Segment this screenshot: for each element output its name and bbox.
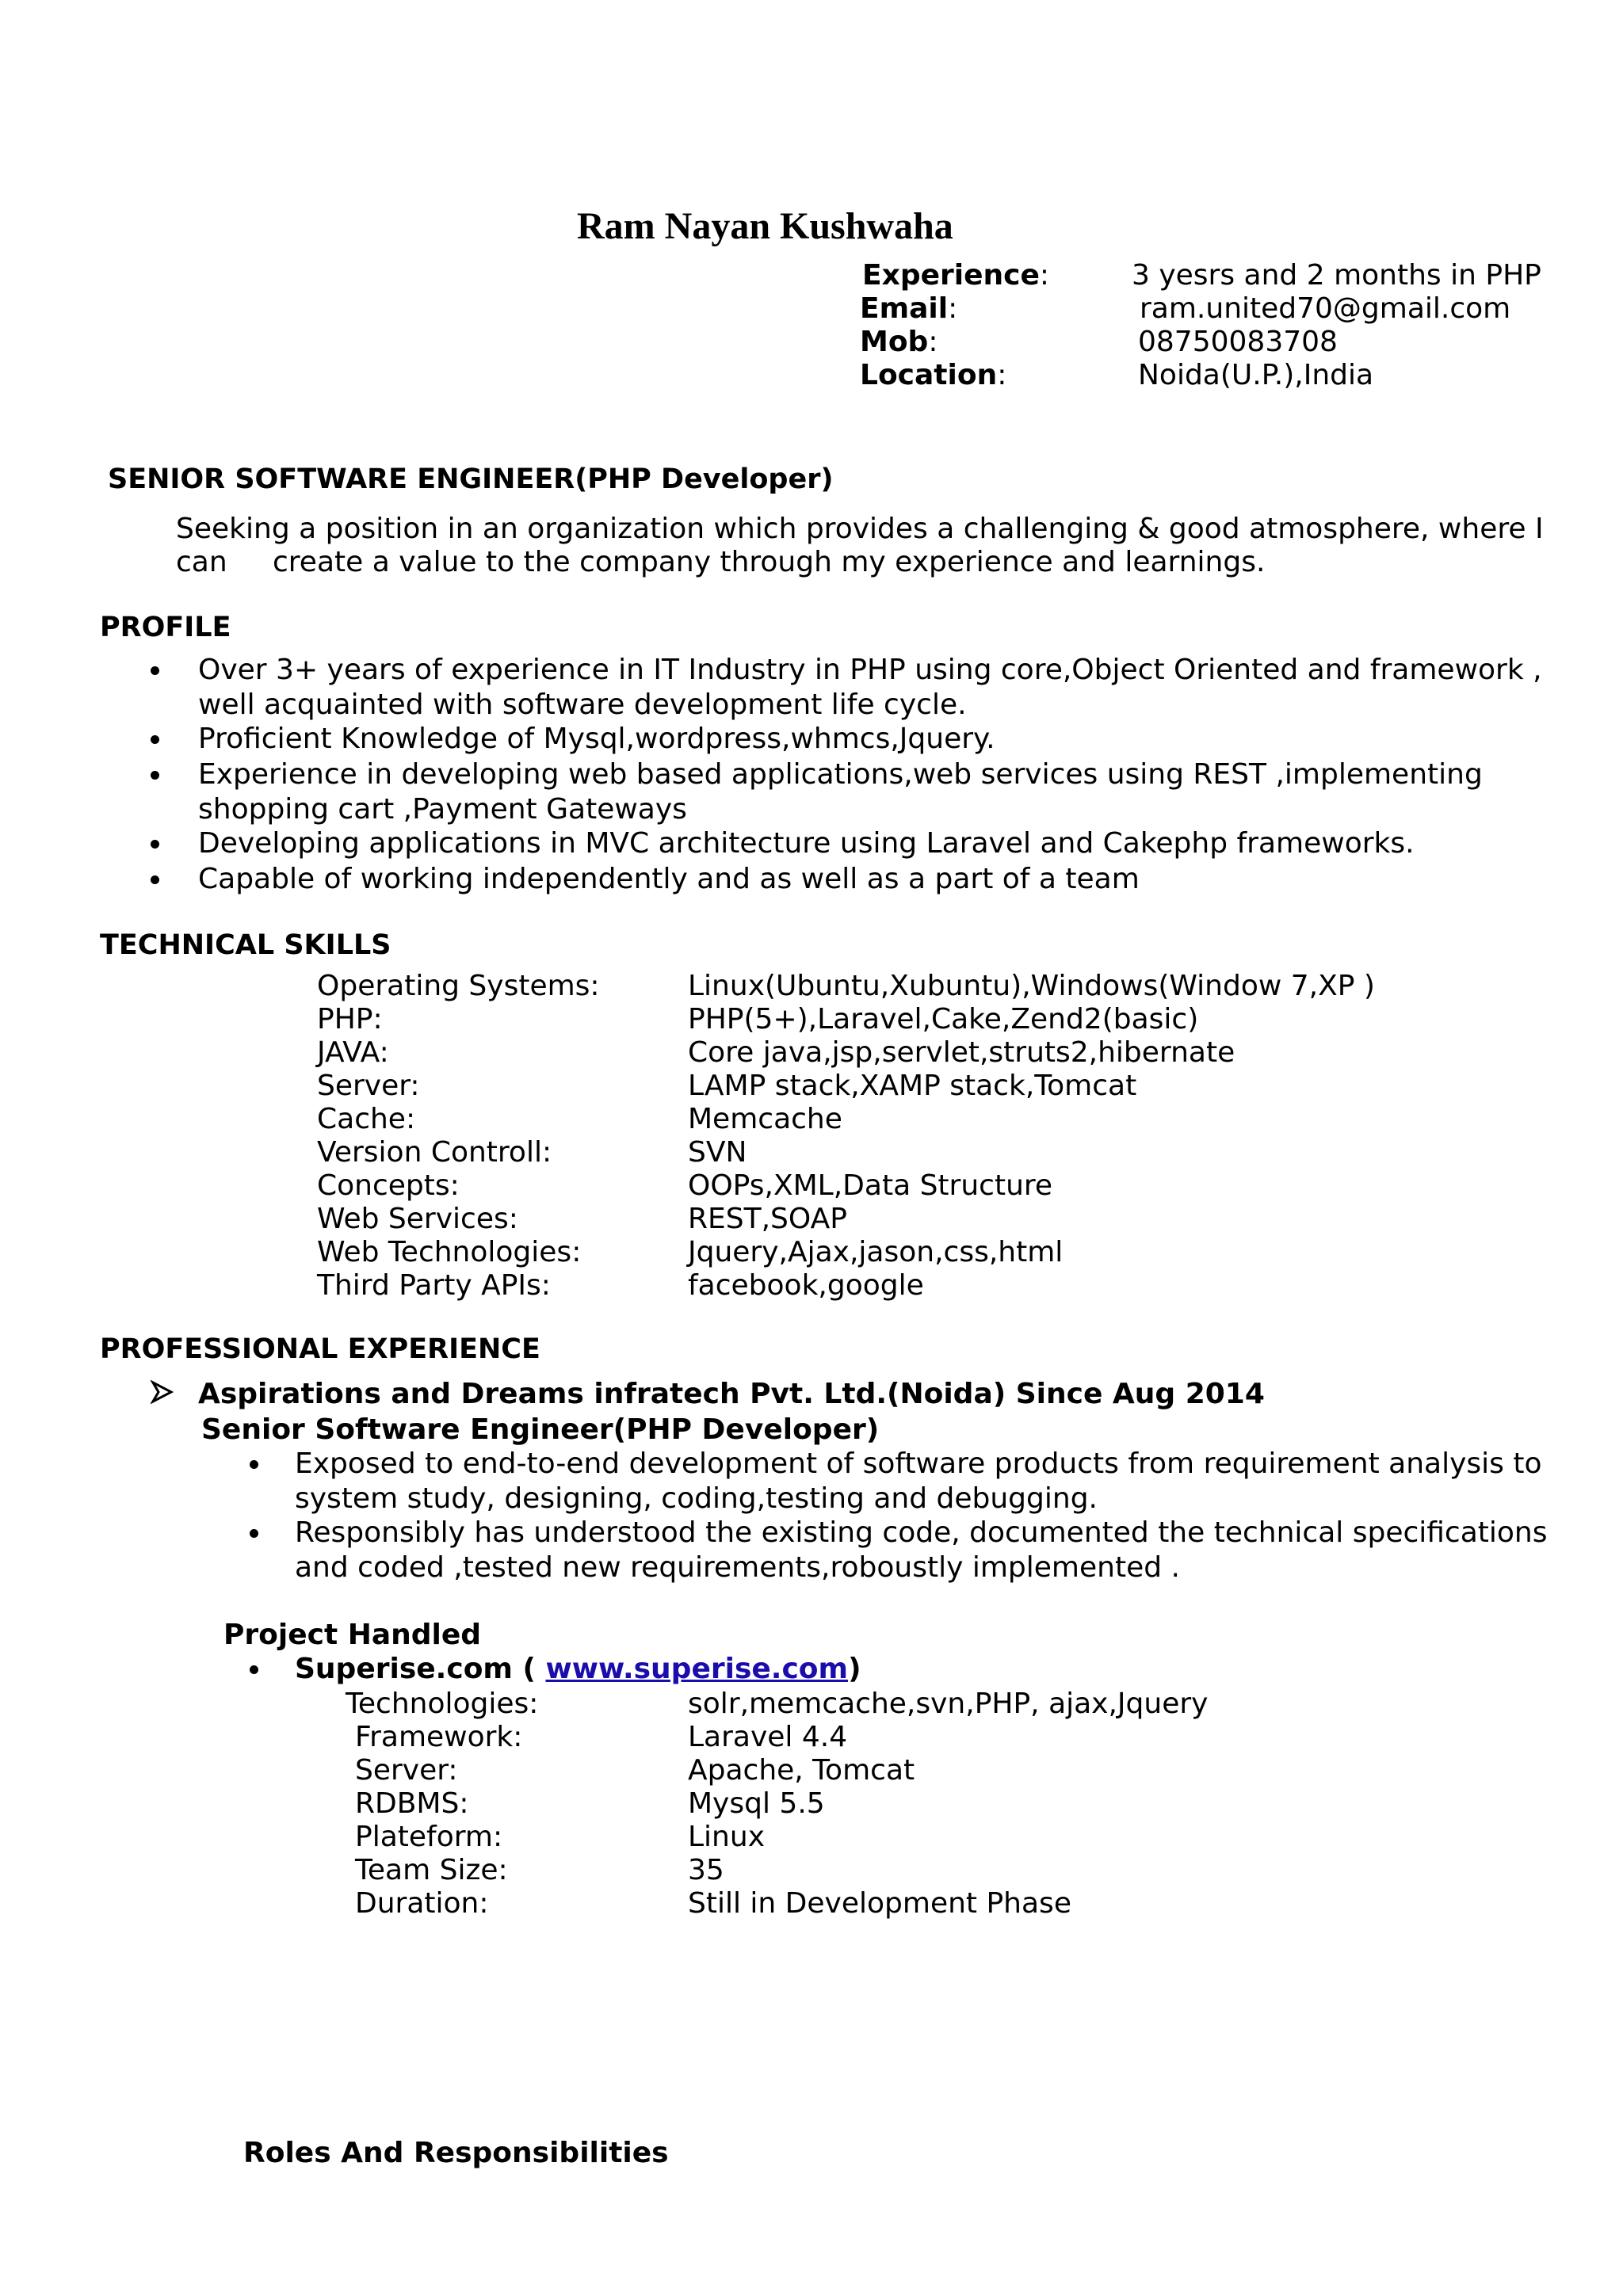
objective-line-2a: can [176,546,227,578]
skill-value: OOPs,XML,Data Structure [688,1169,1053,1202]
project-value: Mysql 5.5 [688,1787,825,1820]
project-value: 35 [688,1854,724,1886]
experience-title: PROFESSIONAL EXPERIENCE [100,1333,540,1365]
bullet-icon [151,666,159,675]
project-label: Server: [355,1754,458,1787]
project-value: Apache, Tomcat [688,1754,915,1787]
location-value: Noida(U.P.),India [1138,359,1374,391]
skill-label: JAVA: [317,1036,389,1069]
experience-item-2-line-2: and coded ,tested new requirements,roboustly implemented . [295,1551,1180,1584]
mob-value: 08750083708 [1138,326,1338,358]
experience-item-1-line-1: Exposed to end-to-end development of software products from requirement analysis to [295,1447,1542,1480]
project-label: Plateform: [355,1821,503,1853]
company-name: Aspirations and Dreams infratech Pvt. Ltd.(Noida) Since Aug 2014 [198,1378,1265,1410]
profile-item-3-line-1: Experience in developing web based applications,web services using REST ,implementing [198,758,1483,791]
arrow-bullet-icon [151,1380,174,1404]
skill-value: Linux(Ubuntu,Xubuntu),Windows(Window 7,XP ) [688,970,1375,1002]
experience-label: Experience [862,259,1040,292]
skill-value: LAMP stack,XAMP stack,Tomcat [688,1070,1137,1102]
bullet-icon [151,875,159,884]
profile-title: PROFILE [100,612,231,643]
objective-title: SENIOR SOFTWARE ENGINEER(PHP Developer) [108,463,834,495]
bullet-icon [151,840,159,849]
bullet-icon [250,1529,258,1538]
project-link[interactable]: www.superise.com [545,1653,849,1685]
skills-title: TECHNICAL SKILLS [100,929,391,961]
skill-value: REST,SOAP [688,1203,847,1235]
skill-value: facebook,google [688,1269,924,1302]
skill-label: Server: [317,1070,420,1102]
skill-label: Web Technologies: [317,1236,582,1268]
project-label: Technologies: [346,1688,539,1720]
skill-label: Concepts: [317,1169,460,1202]
project-name [295,1655,861,1684]
email-label-row [860,292,958,325]
objective-line-2b: create a value to the company through my experience and learnings. [273,546,1266,578]
skill-value: Jquery,Ajax,jason,css,html [688,1236,1064,1268]
bullet-icon [250,1460,258,1469]
skill-label: PHP: [317,1003,383,1035]
skill-value: Core java,jsp,servlet,struts2,hibernate [688,1036,1235,1069]
email-label: Email [860,292,949,325]
mob-label-row [860,328,938,357]
bullet-icon [151,771,159,780]
project-label: RDBMS: [355,1787,469,1820]
location-label: Location [860,359,998,391]
profile-item-3-line-2: shopping cart ,Payment Gateways [198,793,687,826]
skill-label: Operating Systems: [317,970,600,1002]
skill-value: SVN [688,1136,747,1169]
mob-label: Mob [860,326,929,358]
experience-item-1-line-2: system study, designing, coding,testing and debugging. [295,1482,1098,1515]
objective-line-1: Seeking a position in an organization which provides a challenging & good atmosphere, where I [176,513,1544,545]
roles-title: Roles And Responsibilities [243,2137,669,2169]
experience-value: 3 yesrs and 2 months in PHP [1132,259,1541,292]
mob-colon: : [928,326,938,358]
location-label-row [860,361,1006,390]
bullet-icon [151,735,159,744]
skill-label: Cache: [317,1103,416,1135]
project-value: Still in Development Phase [688,1887,1071,1920]
project-value: solr,memcache,svn,PHP, ajax,Jquery [688,1688,1209,1720]
profile-item-1-line-1: Over 3+ years of experience in IT Industry in PHP using core,Object Oriented and framework , [198,654,1542,686]
bullet-icon [250,1665,258,1674]
project-value: Laravel 4.4 [688,1721,848,1753]
project-name-prefix: Superise.com ( [295,1653,546,1685]
skill-value: Memcache [688,1103,842,1135]
experience-label-row [862,261,1049,290]
project-title: Project Handled [223,1619,482,1651]
skill-value: PHP(5+),Laravel,Cake,Zend2(basic) [688,1003,1199,1035]
project-label: Team Size: [355,1854,508,1886]
profile-item-5: Capable of working independently and as well as a part of a team [198,863,1140,895]
project-label: Framework: [355,1721,523,1753]
skill-label: Version Controll: [317,1136,552,1169]
profile-item-2: Proficient Knowledge of Mysql,wordpress,whmcs,Jquery. [198,723,995,755]
project-label: Duration: [355,1887,489,1920]
skill-label: Web Services: [317,1203,518,1235]
email-value: ram.united70@gmail.com [1140,292,1511,325]
candidate-name: Ram Nayan Kushwaha [577,205,953,247]
location-colon: : [997,359,1007,391]
skill-label: Third Party APIs: [317,1269,551,1302]
profile-item-4: Developing applications in MVC architecture using Laravel and Cakephp frameworks. [198,827,1415,860]
project-value: Linux [688,1821,765,1853]
experience-colon: : [1039,259,1050,292]
project-name-suffix: ) [848,1653,861,1685]
job-role: Senior Software Engineer(PHP Developer) [201,1413,880,1446]
email-colon: : [948,292,958,325]
profile-item-1-line-2: well acquainted with software development life cycle. [198,688,967,721]
experience-item-2-line-1: Responsibly has understood the existing code, documented the technical specifications [295,1516,1548,1549]
